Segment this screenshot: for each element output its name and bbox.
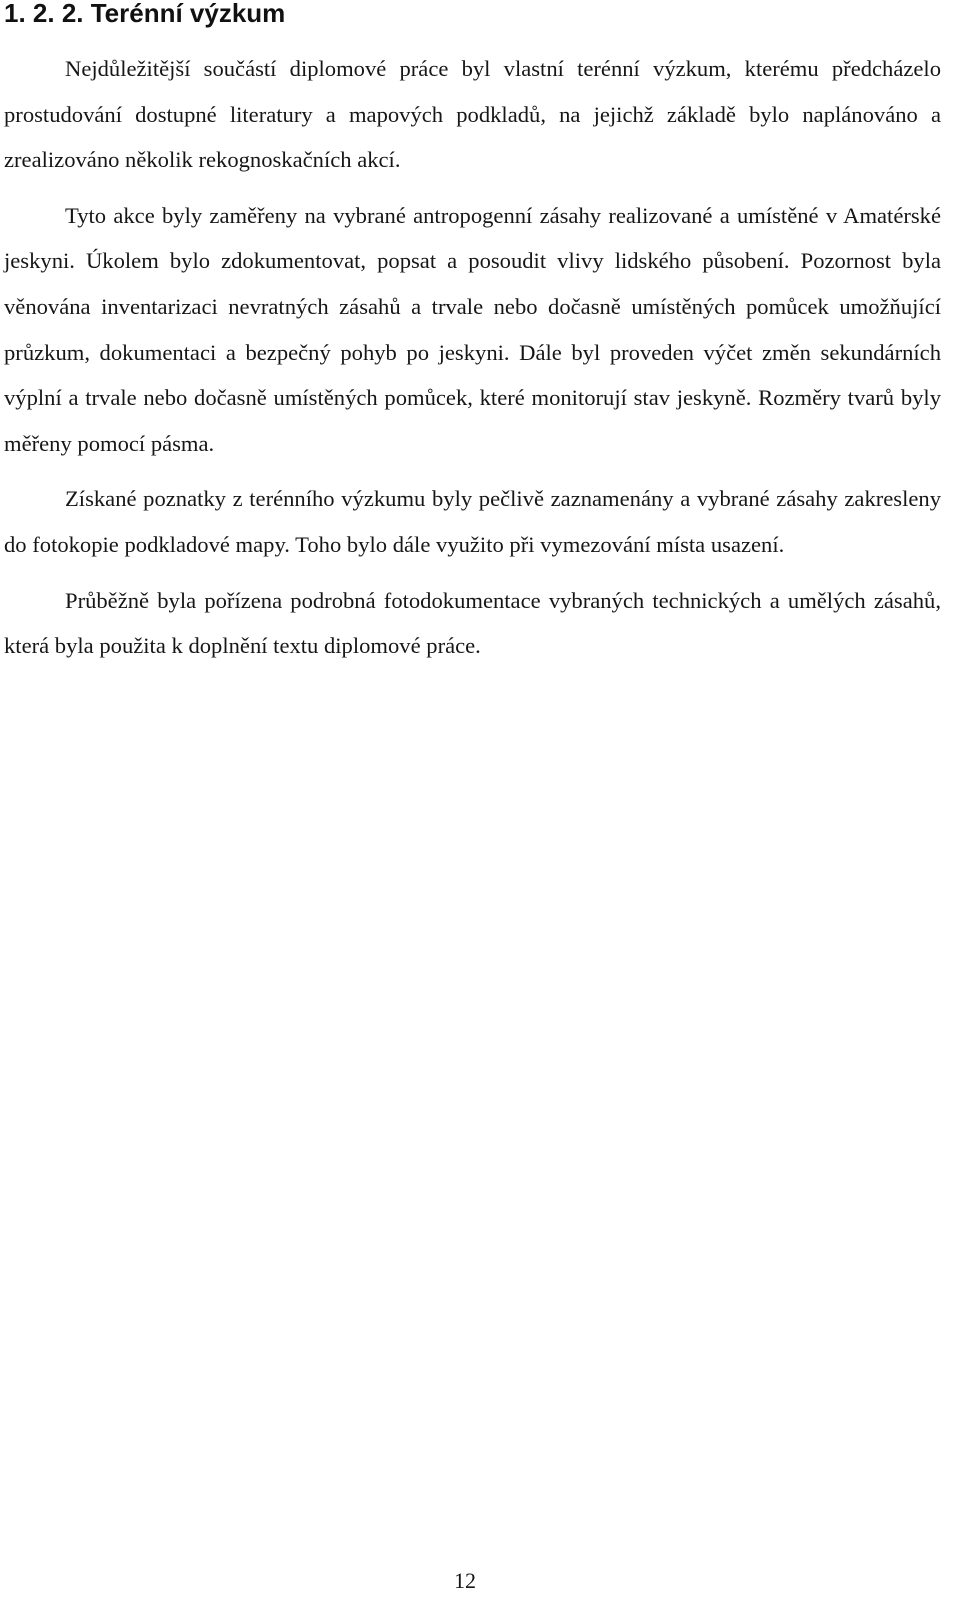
paragraph: Získané poznatky z terénního výzkumu byly pečlivě zaznamenány a vybrané zásahy zakresleny do fotokopie podkladové mapy. Toho bylo dále využito při vymezování místa usazení. <box>4 486 941 557</box>
page-number: 12 <box>454 1568 476 1593</box>
body-text <box>4 46 941 679</box>
paragraph: Průběžně byla pořízena podrobná fotodokumentace vybraných technických a umělých zásahů, která byla použita k doplnění textu diplomové práce. <box>4 587 941 659</box>
paragraph: Nejdůležitější součástí diplomové práce byl vlastní terénní výzkum, kterému předcházelo prostudování dostupné literatury a mapových podkladů, na jejichž základě bylo naplánováno a zrealizováno několik rekognoskačních akcí. <box>4 56 941 173</box>
section-heading: 1. 2. 2. Terénní výzkum <box>4 0 286 28</box>
paragraph: Tyto akce byly zaměřeny na vybrané antropogenní zásahy realizované a umístěné v Amatérské jeskyni. Úkolem bylo zdokumentovat, popsat a posoudit vlivy lidského působení. Pozornost byla věnována inventarizaci nevratných zásahů a trvale nebo dočasně umístěných pomůcek umožňující průzkum, dokumentaci a bezpečný pohyb po jeskyni. Dále byl proveden výčet změn sekundárních výplní a trvale nebo dočasně umístěných pomůcek, které monitorují stav jeskyně. Rozměry tvarů byly měřeny pomocí pásma. <box>4 202 941 456</box>
